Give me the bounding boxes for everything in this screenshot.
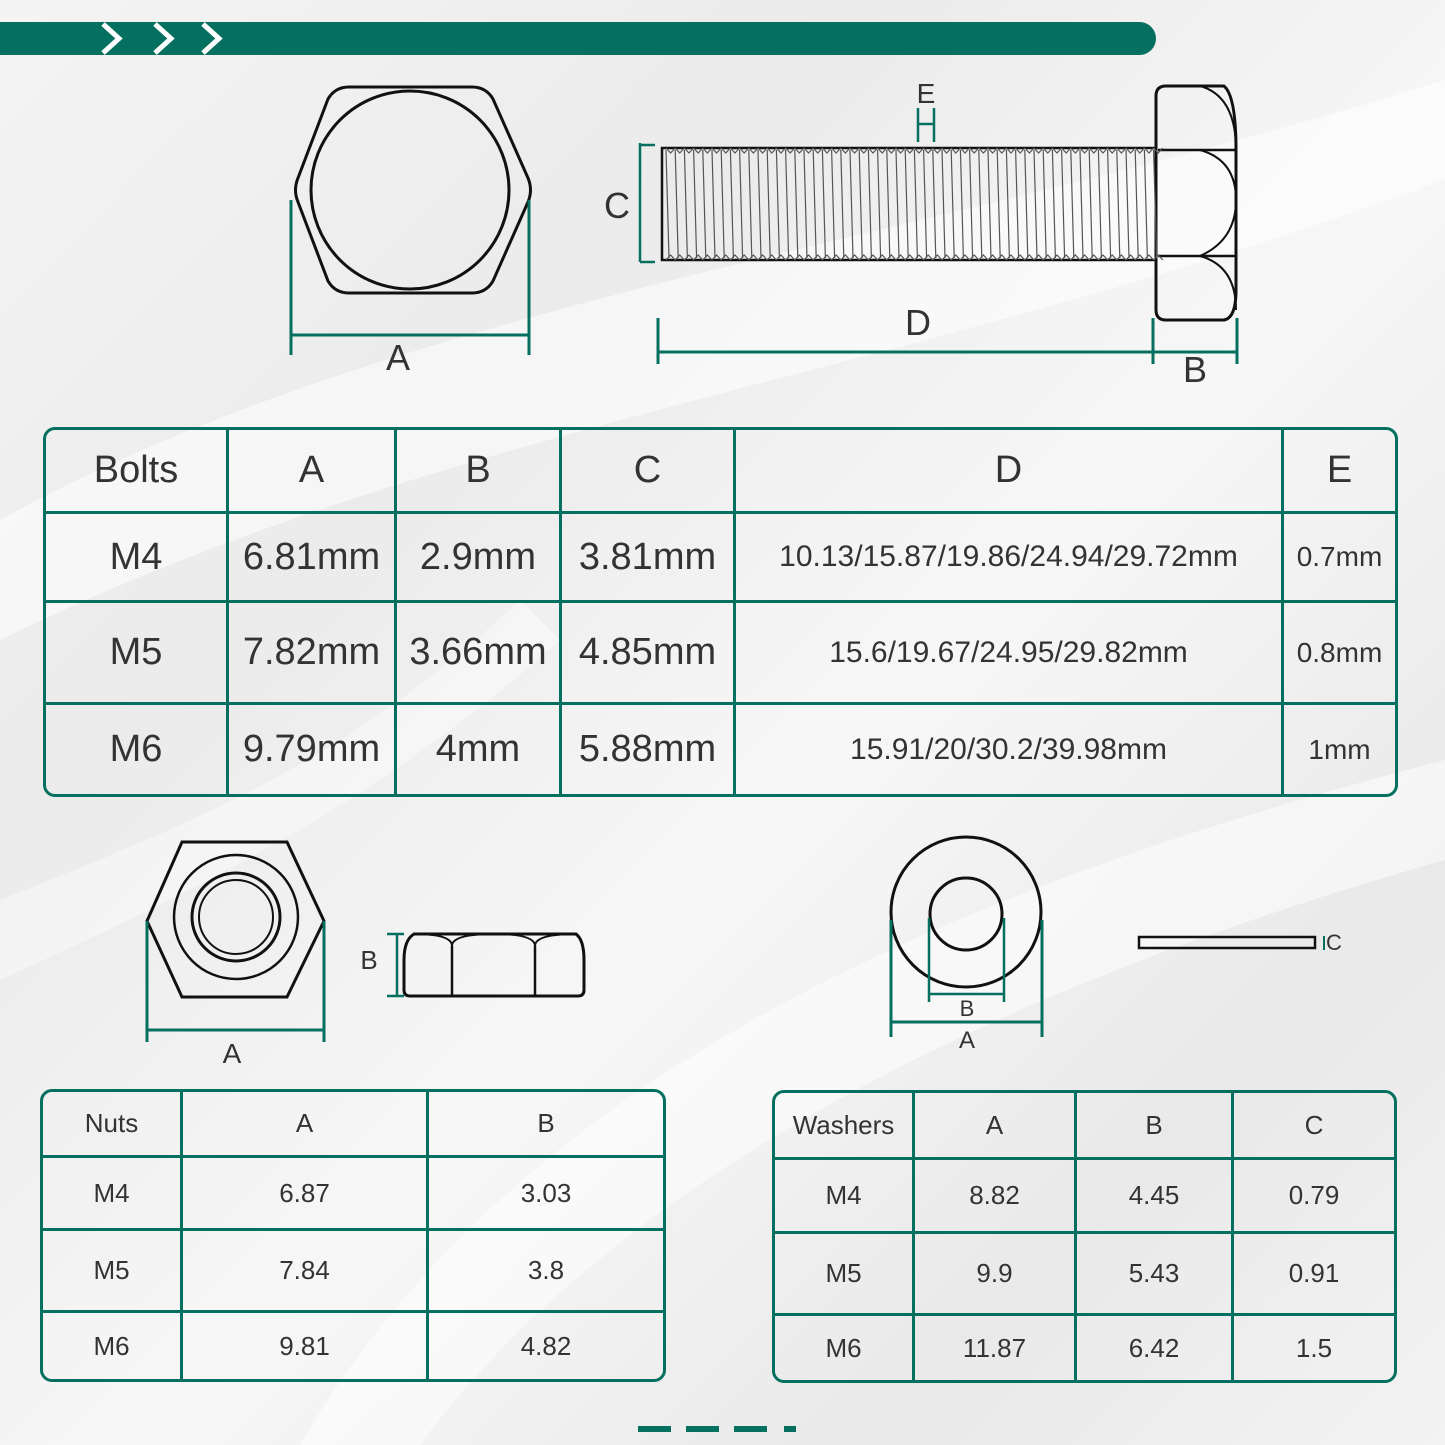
header-cell: C [1234, 1093, 1394, 1160]
table-cell: 8.82 [915, 1160, 1077, 1234]
table-cell: 2.9mm [397, 514, 562, 603]
table-cell: 1mm [1308, 733, 1371, 765]
size-cell: M4 [46, 514, 229, 603]
table-header-row [43, 1092, 663, 1158]
table-cell: 6.87 [183, 1158, 429, 1231]
table-cell: 0.91 [1234, 1234, 1394, 1316]
header-cell: E [1284, 430, 1395, 514]
table-cell: 6.81mm [229, 514, 397, 603]
header-cell: B [429, 1092, 663, 1158]
dim-label-e: E [916, 78, 936, 109]
table-cell: 3.03 [429, 1158, 663, 1231]
nuts-spec-table [40, 1089, 666, 1382]
size-cell: M6 [775, 1316, 915, 1380]
table-row [46, 514, 1395, 603]
table-cell: 4.85mm [562, 603, 736, 705]
header-cell: C [562, 430, 736, 514]
table-cell: 7.82mm [229, 603, 397, 705]
table-row [46, 603, 1395, 705]
washer-dim-label-c: C [1326, 930, 1342, 955]
table-cell: 7.84 [183, 1231, 429, 1313]
table-row [775, 1316, 1394, 1380]
table-cell: 9.81 [183, 1313, 429, 1379]
table-cell: 0.79 [1234, 1160, 1394, 1234]
washer-dim-label-b: B [959, 996, 975, 1021]
size-cell: M4 [43, 1158, 183, 1231]
dim-label-c: C [604, 185, 630, 226]
table-cell: 3.66mm [397, 603, 562, 705]
size-cell: M6 [46, 705, 229, 794]
table-cell: 3.81mm [562, 514, 736, 603]
header-cell: A [229, 430, 397, 514]
table-cell: 0.8mm [1284, 603, 1395, 705]
table-header-row [46, 430, 1395, 514]
washers-spec-table [772, 1090, 1397, 1383]
chevron-arrows-icon [95, 22, 235, 55]
header-cell: D [736, 430, 1284, 514]
bolts-spec-table [43, 427, 1398, 797]
size-cell: M5 [775, 1234, 915, 1316]
table-cell: 5.88mm [562, 705, 736, 794]
table-cell: 15.91/20/30.2/39.98mm [736, 705, 1284, 794]
dim-label-a: A [385, 337, 410, 378]
nut-dim-label-b: B [360, 945, 378, 975]
table-row [46, 705, 1395, 794]
washer-dim-label-a: A [958, 1027, 975, 1054]
dim-label-d: D [905, 302, 931, 343]
header-cell: B [397, 430, 562, 514]
table-cell: 3.8 [429, 1231, 663, 1313]
table-cell: 0.7mm [1284, 514, 1395, 603]
table-row [43, 1313, 663, 1379]
table-row [775, 1160, 1394, 1234]
size-cell: M4 [775, 1160, 915, 1234]
nut-dim-label-a: A [222, 1038, 242, 1069]
table-cell: 9.9 [915, 1234, 1077, 1316]
table-cell: 1.5 [1295, 1332, 1333, 1363]
table-cell: 4mm [397, 705, 562, 794]
table-row [43, 1158, 663, 1231]
size-cell: M6 [43, 1313, 183, 1379]
header-cell: Washers [775, 1093, 915, 1160]
header-cell: Nuts [43, 1092, 183, 1158]
table-cell: 11.87 [915, 1316, 1077, 1380]
table-row [43, 1231, 663, 1313]
table-cell: 4.45 [1077, 1160, 1234, 1234]
table-cell: 4.82 [520, 1330, 572, 1361]
table-cell: 9.79mm [229, 705, 397, 794]
size-cell: M5 [43, 1231, 183, 1313]
header-cell: Bolts [46, 430, 229, 514]
table-row [775, 1234, 1394, 1316]
dim-label-b: B [1182, 349, 1207, 390]
table-cell: 6.42 [1077, 1316, 1234, 1380]
table-cell: 5.43 [1077, 1234, 1234, 1316]
header-cell: A [915, 1093, 1077, 1160]
table-cell: 15.6/19.67/24.95/29.82mm [736, 603, 1284, 705]
header-cell: A [183, 1092, 429, 1158]
table-header-row [775, 1093, 1394, 1160]
bottom-dash-decoration [638, 1425, 798, 1433]
size-cell: M5 [46, 603, 229, 705]
table-cell: 10.13/15.87/19.86/24.94/29.72mm [736, 514, 1284, 603]
header-cell: B [1077, 1093, 1234, 1160]
